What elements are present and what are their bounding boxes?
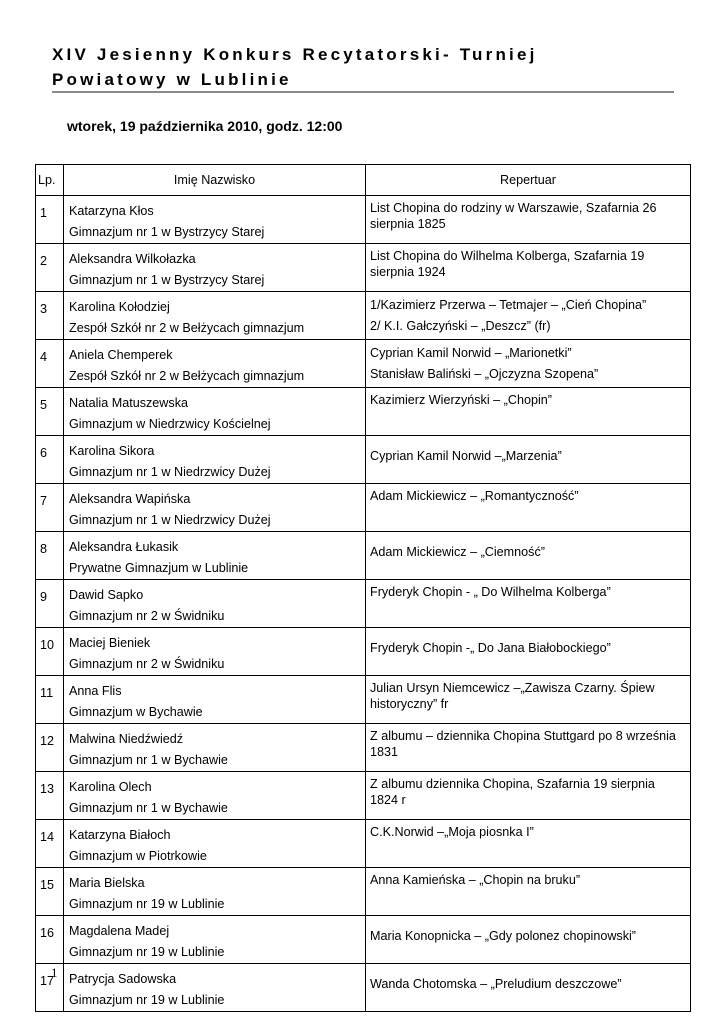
repertoire-cell [366,388,691,436]
table-row [36,724,691,772]
table-row [36,244,691,292]
repertoire-line: Wanda Chotomska – „Preludium deszczowe” [370,977,622,991]
repertoire-line: Cyprian Kamil Norwid – „Marionetki” [370,346,572,360]
repertoire-line: Julian Ursyn Niemcewicz –„Zawisza Czarny. Śpiew historyczny” fr [370,681,655,711]
table-row [36,340,691,388]
participant-school: Gimnazjum nr 1 w Niedrzwicy Dużej [69,513,271,527]
repertoire-cell [366,292,691,340]
participant-cell [64,580,366,628]
column-header-number: Lp. [36,165,64,196]
table-row [36,196,691,244]
participant-cell [64,484,366,532]
participant-school: Gimnazjum nr 1 w Bychawie [69,753,228,767]
participant-school: Gimnazjum nr 1 w Bystrzycy Starej [69,225,265,239]
participant-cell [64,724,366,772]
row-number: 16 [36,916,64,964]
event-date: wtorek, 19 października 2010, godz. 12:00 [67,118,343,134]
repertoire-cell [366,820,691,868]
table-row [36,436,691,484]
participant-cell [64,388,366,436]
participant-school: Gimnazjum nr 19 w Lublinie [69,945,225,959]
participant-name: Aleksandra Wilkołazka [69,252,196,266]
row-number: 15 [36,868,64,916]
participant-cell [64,916,366,964]
repertoire-line: Kazimierz Wierzyński – „Chopin” [370,393,552,407]
row-number: 11 [36,676,64,724]
row-number: 9 [36,580,64,628]
repertoire-line: Anna Kamieńska – „Chopin na bruku” [370,873,581,887]
row-number: 10 [36,628,64,676]
participant-name: Aleksandra Łukasik [69,540,179,554]
table-row [36,868,691,916]
repertoire-line: Adam Mickiewicz – „Romantyczność” [370,489,579,503]
repertoire-cell [366,196,691,244]
repertoire-line: C.K.Norwid –„Moja piosnka I” [370,825,534,839]
participant-name: Patrycja Sadowska [69,972,177,986]
row-number: 1 [36,196,64,244]
participant-school: Gimnazjum nr 19 w Lublinie [69,993,225,1007]
repertoire-cell [366,436,691,484]
row-number: 17 [36,964,64,1012]
table-header-row [36,165,691,196]
participant-name: Karolina Sikora [69,444,155,458]
table-row [36,628,691,676]
participant-cell [64,628,366,676]
participant-name: Karolina Olech [69,780,152,794]
table-row [36,580,691,628]
participants-table [35,164,691,1012]
repertoire-cell [366,532,691,580]
repertoire-line: 2/ K.I. Gałczyński – „Deszcz” (fr) [370,319,551,333]
repertoire-line: Fryderyk Chopin - „ Do Wilhelma Kolberga” [370,585,611,599]
row-number: 4 [36,340,64,388]
repertoire-cell [366,868,691,916]
participant-name: Maria Bielska [69,876,145,890]
participant-name: Malwina Niedźwiedź [69,732,184,746]
column-header-repertoire: Repertuar [366,165,691,196]
participant-school: Gimnazjum nr 2 w Świdniku [69,609,225,623]
participant-name: Magdalena Madej [69,924,170,938]
participant-cell [64,676,366,724]
participant-school: Zespół Szkół nr 2 w Bełżycach gimnazjum [69,369,305,383]
title-line-2: Powiatowy w Lublinie [52,70,292,89]
row-number: 5 [36,388,64,436]
participant-name: Dawid Sapko [69,588,144,602]
title-line-1: XIV Jesienny Konkurs Recytatorski- Turniej [52,45,538,64]
repertoire-line: Adam Mickiewicz – „Ciemność” [370,545,545,559]
repertoire-line: List Chopina do Wilhelma Kolberga, Szafarnia 19 sierpnia 1924 [370,249,645,279]
participant-cell [64,868,366,916]
repertoire-cell [366,772,691,820]
column-header-name: Imię Nazwisko [64,165,366,196]
repertoire-cell [366,580,691,628]
participant-cell [64,340,366,388]
table-row [36,820,691,868]
repertoire-line: Stanisław Baliński – „Ojczyzna Szopena” [370,367,599,381]
row-number: 8 [36,532,64,580]
repertoire-line: Fryderyk Chopin -„ Do Jana Białobockiego” [370,641,611,655]
participant-school: Gimnazjum w Bychawie [69,705,203,719]
row-number: 3 [36,292,64,340]
participant-name: Aniela Chemperek [69,348,173,362]
participant-cell [64,532,366,580]
row-number: 13 [36,772,64,820]
row-number: 14 [36,820,64,868]
participant-name: Anna Flis [69,684,122,698]
repertoire-cell [366,964,691,1012]
repertoire-line: 1/Kazimierz Przerwa – Tetmajer – „Cień Chopina” [370,298,647,312]
participant-school: Prywatne Gimnazjum w Lublinie [69,561,249,575]
repertoire-cell [366,340,691,388]
participant-school: Gimnazjum w Piotrkowie [69,849,207,863]
participant-cell [64,244,366,292]
page-number: 1 [51,965,58,980]
participant-name: Maciej Bieniek [69,636,151,650]
table-row [36,772,691,820]
table-body [36,196,691,1012]
repertoire-line: Z albumu – dziennika Chopina Stuttgard po 8 września 1831 [370,729,676,759]
table-row [36,964,691,1012]
document-title [52,42,672,92]
participant-name: Karolina Kołodziej [69,300,170,314]
participant-school: Gimnazjum nr 19 w Lublinie [69,897,225,911]
participant-school: Gimnazjum w Niedrzwicy Kościelnej [69,417,271,431]
participant-cell [64,292,366,340]
title-underline [52,91,674,93]
participant-school: Zespół Szkół nr 2 w Bełżycach gimnazjum [69,321,305,335]
participant-cell [64,436,366,484]
participant-name: Natalia Matuszewska [69,396,188,410]
repertoire-cell [366,676,691,724]
repertoire-cell [366,628,691,676]
participant-name: Aleksandra Wapińska [69,492,191,506]
table-row [36,676,691,724]
row-number: 6 [36,436,64,484]
table-row [36,292,691,340]
participant-cell [64,820,366,868]
participant-school: Gimnazjum nr 1 w Bystrzycy Starej [69,273,265,287]
repertoire-cell [366,724,691,772]
repertoire-cell [366,484,691,532]
table-row [36,484,691,532]
participant-school: Gimnazjum nr 1 w Bychawie [69,801,228,815]
repertoire-line: Maria Konopnicka – „Gdy polonez chopinowski” [370,929,637,943]
participant-name: Katarzyna Kłos [69,204,154,218]
repertoire-cell [366,916,691,964]
participant-cell [64,772,366,820]
table-row [36,532,691,580]
table-row [36,388,691,436]
repertoire-line: Z albumu dziennika Chopina, Szafarnia 19 sierpnia 1824 r [370,777,655,807]
row-number: 12 [36,724,64,772]
participant-name: Katarzyna Białoch [69,828,171,842]
repertoire-line: List Chopina do rodziny w Warszawie, Szafarnia 26 sierpnia 1825 [370,201,657,231]
repertoire-line: Cyprian Kamil Norwid –„Marzenia” [370,449,562,463]
participant-cell [64,964,366,1012]
table-row [36,916,691,964]
repertoire-cell [366,244,691,292]
row-number: 2 [36,244,64,292]
participant-school: Gimnazjum nr 1 w Niedrzwicy Dużej [69,465,271,479]
participant-cell [64,196,366,244]
row-number: 7 [36,484,64,532]
participant-school: Gimnazjum nr 2 w Świdniku [69,657,225,671]
